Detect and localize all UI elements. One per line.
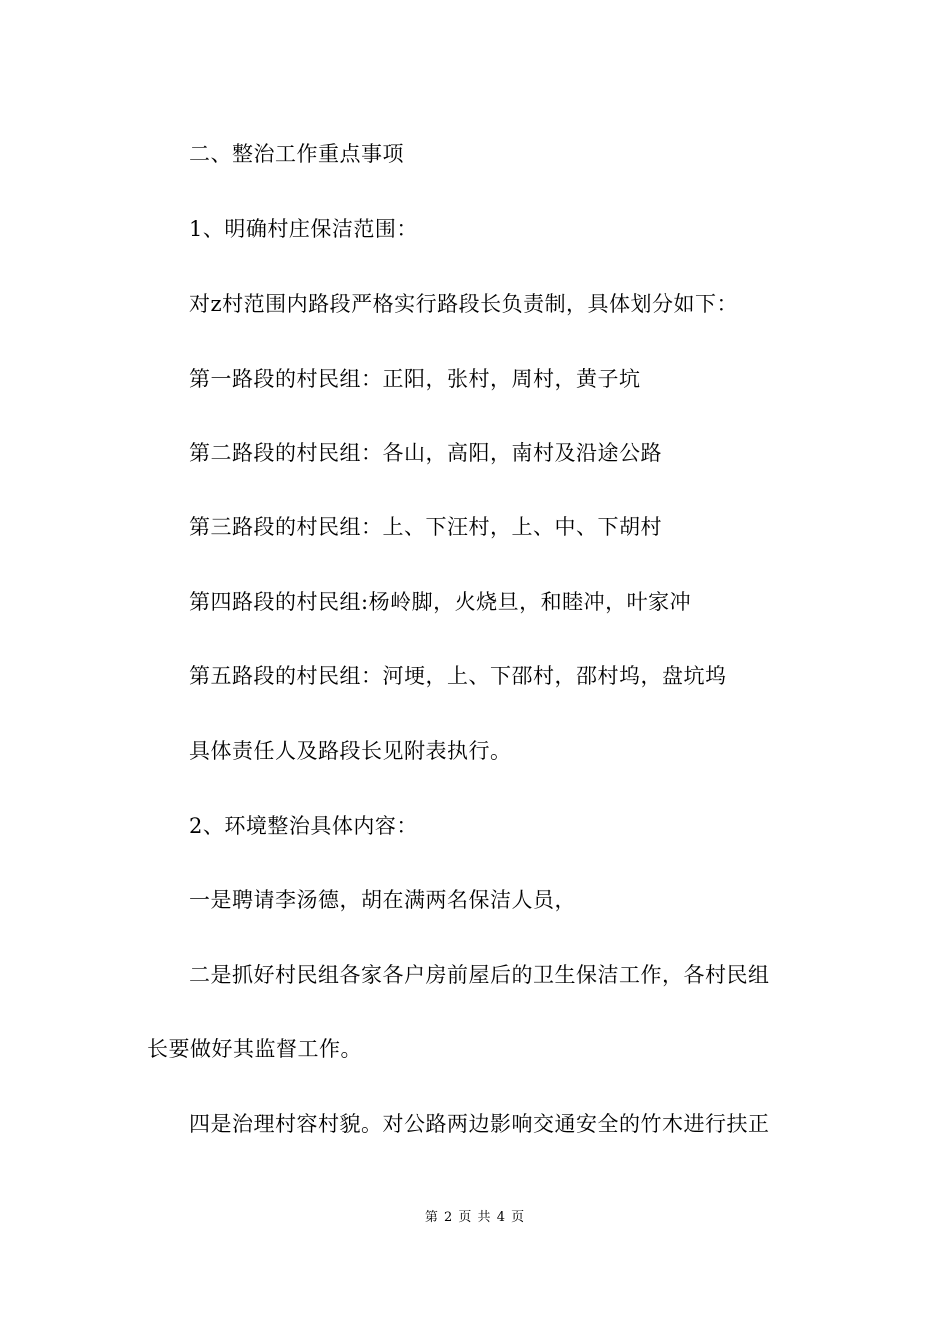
paragraph-line: 第五路段的村民组：河埂，上、下邵村，邵村坞，盘坑坞: [189, 664, 727, 688]
section-heading: 二、整治工作重点事项: [189, 142, 404, 166]
page-footer: [0, 1208, 950, 1228]
paragraph-line: 第二路段的村民组：各山，高阳，南村及沿途公路: [189, 441, 662, 465]
paragraph-line: 第四路段的村民组:杨岭脚，火烧旦，和睦冲，叶家冲: [189, 590, 692, 614]
paragraph-line: 一是聘请李汤德，胡在满两名保洁人员，: [189, 888, 576, 912]
paragraph-line: 长要做好其监督工作。: [147, 1037, 362, 1061]
page-number: 第 2 页 共 4 页: [424, 1210, 526, 1225]
paragraph-line: 具体责任人及路段长见附表执行。: [189, 739, 512, 763]
paragraph-line: 对z村范围内路段严格实行路段长负责制，具体划分如下：: [189, 292, 739, 316]
subsection-heading: 1、明确村庄保洁范围：: [189, 217, 418, 241]
subsection-heading: 2、环境整治具体内容：: [189, 814, 418, 838]
paragraph-line: 二是抓好村民组各家各户房前屋后的卫生保洁工作，各村民组: [189, 963, 770, 987]
paragraph-line: 第三路段的村民组：上、下汪村，上、中、下胡村: [189, 515, 662, 539]
paragraph-line: 第一路段的村民组：正阳，张村，周村，黄子坑: [189, 367, 641, 391]
paragraph-line: 四是治理村容村貌。对公路两边影响交通安全的竹木进行扶正: [189, 1112, 770, 1136]
